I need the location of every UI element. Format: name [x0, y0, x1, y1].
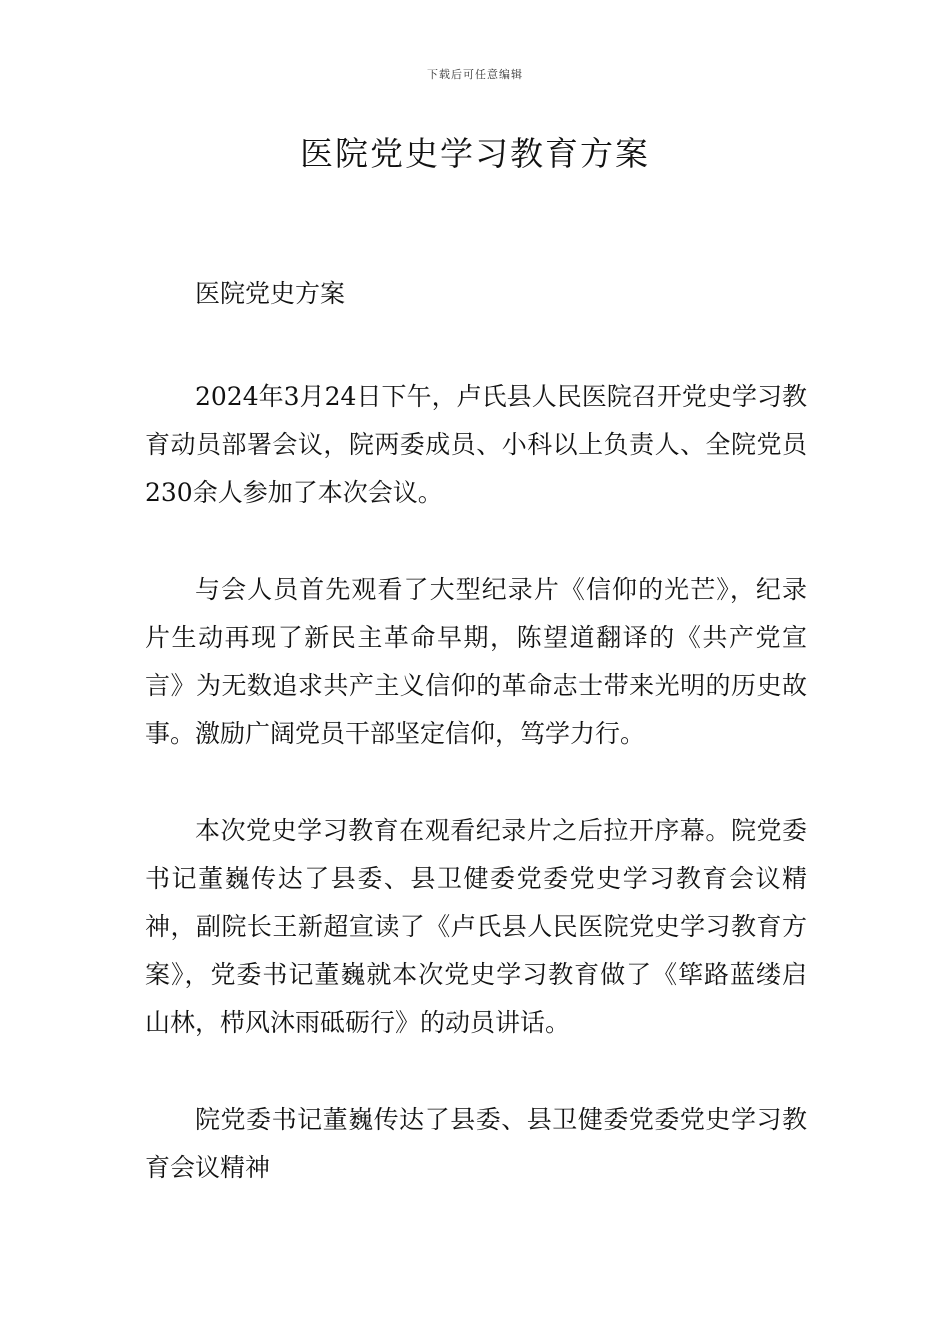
paragraph-meeting-intro: 2024年3月24日下午，卢氏县人民医院召开党史学习教育动员部署会议，院两委成员、小科以上负责人、全院党员230余人参加了本次会议。 — [145, 382, 807, 507]
paragraph-section-heading: 院党委书记董巍传达了县委、县卫健委党委党史学习教育会议精神 — [145, 1105, 807, 1182]
document-subtitle: 医院党史方案 — [195, 279, 346, 308]
paragraph-speeches: 本次党史学习教育在观看纪录片之后拉开序幕。院党委书记董巍传达了县委、县卫健委党委党史学习教育会议精神，副院长王新超宣读了《卢氏县人民医院党史学习教育方案》，党委书记董巍就本次党史学习教育做了《筚路蓝缕启山林，栉风沐雨砥砺行》的动员讲话。 — [145, 816, 807, 1037]
page-header-note: 下载后可任意编辑 — [427, 68, 523, 81]
paragraph-documentary: 与会人员首先观看了大型纪录片《信仰的光芒》，纪录片生动再现了新民主革命早期，陈望道翻译的《共产党宣言》为无数追求共产主义信仰的革命志士带来光明的历史故事。激励广阔党员干部坚定信仰，笃学力行。 — [145, 575, 807, 748]
document-title: 医院党史学习教育方案 — [300, 134, 650, 173]
document-body — [145, 270, 807, 1241]
